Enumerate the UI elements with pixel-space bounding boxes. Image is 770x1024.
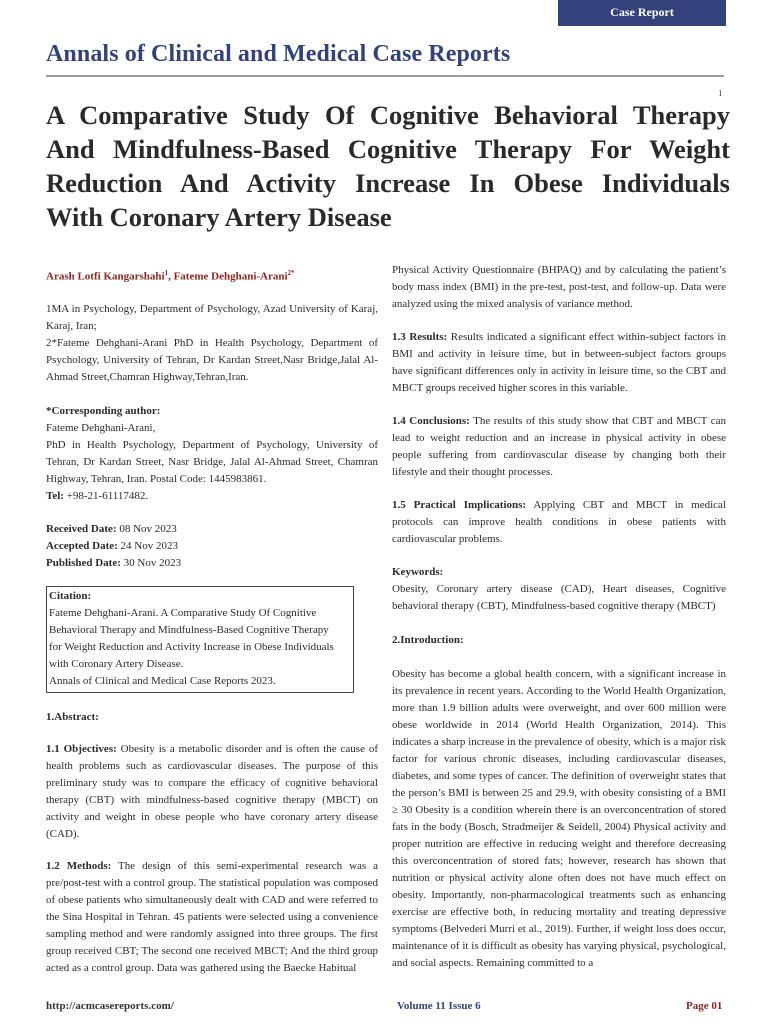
author-list bbox=[46, 265, 378, 286]
citation-line: Behavioral Therapy and Mindfulness-Based Cognitive Therapy bbox=[49, 623, 329, 636]
conclusions-text: The results of this study show that CBT and MBCT can lead to weight reduction and an increase in physical activity in obese people suffering from cardiovascular disease by changing both their lifestyle and their thought processes. bbox=[392, 415, 726, 478]
introduction-heading: 2.Introduction: bbox=[392, 634, 464, 646]
footer-volume: Volume 11 Issue 6 bbox=[397, 1000, 481, 1012]
abstract-methods-continued: Physical Activity Questionnaire (BHPAQ) and by calculating the patient’s body mass index (BMI) in the pre-test, post-test, and follow-up. Data were analyzed using the mixed analysis of variance method. bbox=[392, 264, 726, 310]
footer-page-number: Page 01 bbox=[686, 1000, 723, 1012]
author-affiliation-mark: 1 bbox=[164, 269, 169, 277]
corresponding-heading: *Corresponding author: bbox=[46, 404, 161, 417]
author-name: Arash Lotfi Kangarshahi bbox=[46, 270, 165, 283]
citation-line: Fateme Dehghani-Arani. A Comparative Study Of Cognitive bbox=[49, 606, 317, 619]
published-value: 30 Nov 2023 bbox=[120, 556, 182, 569]
abstract-conclusions bbox=[392, 413, 726, 481]
results-text: Results indicated a significant effect within-subject factors in BMI and activity in leisure time, but in between-subject factors groups have significant differences only in activity in leisure time, so the CBT and MBCT groups received higher scores in this variable. bbox=[392, 331, 726, 394]
implications-text: Applying CBT and MBCT in medical protocols can improve health conditions in obese patients with cardiovascular problems. bbox=[392, 499, 726, 545]
affiliation: 1MA in Psychology, Department of Psychology, Azad University of Karaj, Karaj, Iran; bbox=[46, 302, 378, 332]
citation-line: for Weight Reduction and Activity Increase in Obese Individuals bbox=[49, 640, 334, 653]
journal-title: Annals of Clinical and Medical Case Reports bbox=[46, 41, 511, 67]
abstract-methods bbox=[46, 858, 378, 977]
received-label: Received Date: bbox=[46, 522, 117, 535]
implications-label: 1.5 Practical Implications: bbox=[392, 499, 527, 511]
tel-label: Tel: bbox=[46, 489, 64, 502]
title-line: And Mindfulness-Based Cognitive Therapy For Weight bbox=[46, 134, 730, 164]
published-label: Published Date: bbox=[46, 556, 121, 569]
introduction-text: Obesity has become a global health concern, with a significant increase in its prevalence in recent years. According to the World Health Organization, more than 1.9 billion adults were overweight, and over 600 million were obese worldwide in 2014 (World Health Organization, 2014). This indicates a sharp increase in the prevalence of obesity, which is a major risk factor for various chronic diseases, including cardiovascular diseases, diabetes, and some types of cancer. The definition of overweight states that the person’s BMI is between 25 and 29.9, with obesity consisting of a BMI ≥ 30 Obesity is a condition wherein there is an overconcentration of stored fats in the body (Bosch, Stradmeijer & Seidell, 2004) Physical activity and proper nutrition are effective in reducing weight and therefore decreasing this overconcentration of stored fats; however, research has shown that nutrition or physical activity alone often does not have much effect on obesity. Importantly, non-pharmacological treatments such as enhancing exercise are effective both, in reducing mortality and treating depressive symptoms (Belvederi Murri et al., 2019). Further, if weight loss does occur, maintenance of it is difficult as obesity has varying physical, psychological, and social aspects. Remaining committed to a bbox=[392, 668, 726, 969]
tel-value: +98-21-61117482. bbox=[63, 489, 149, 502]
results-label: 1.3 Results: bbox=[392, 331, 448, 343]
author-affiliation-mark: 2* bbox=[287, 269, 295, 277]
citation-box bbox=[46, 586, 354, 693]
title-line: Reduction And Activity Increase In Obese Individuals bbox=[46, 168, 730, 198]
author-name: Fateme Dehghani-Arani bbox=[173, 270, 288, 283]
footer-url[interactable]: http://acmcasereports.com/ bbox=[46, 1000, 174, 1012]
methods-label: 1.2 Methods: bbox=[46, 859, 112, 872]
affiliation: 2*Fateme Dehghani-Arani PhD in Health Psychology, Department of Psychology, University of Tehran, Dr Kardan Street,Nasr Bridge,Jalal Al-Ahmad Street,Chamran Highway,Tehran,Iran. bbox=[46, 336, 378, 383]
received-value: 08 Nov 2023 bbox=[116, 522, 177, 535]
conclusions-label: 1.4 Conclusions: bbox=[392, 415, 470, 427]
author-separator: , bbox=[168, 270, 174, 283]
keywords-text: Obesity, Coronary artery disease (CAD), Heart diseases, Cognitive behavioral therapy (CBT), Mindfulness-based cognitive therapy (MBCT) bbox=[392, 583, 726, 612]
objectives-label: 1.1 Objectives: bbox=[46, 742, 117, 755]
abstract-implications bbox=[392, 497, 726, 548]
corresponding-phone bbox=[46, 488, 378, 505]
corresponding-address: PhD in Health Psychology, Department of Psychology, University of Tehran, Dr Kardan Street, Nasr Bridge, Jalal Al-Ahmad Street, Chamran Highway, Tehran, Iran. Postal Code: 1445983861. bbox=[46, 438, 378, 485]
citation-line: with Coronary Artery Disease. bbox=[49, 657, 184, 670]
page-mark: I bbox=[719, 89, 722, 98]
abstract-results bbox=[392, 329, 726, 397]
article-title bbox=[46, 98, 730, 234]
citation-heading: Citation: bbox=[49, 589, 92, 602]
accepted-value: 24 Nov 2023 bbox=[117, 539, 178, 552]
methods-text: The design of this semi-experimental research was a pre/post-test with a control group. The statistical population was composed of obese patients who simultaneously dealt with CAD and were referred to the Sina Hospital in Tehran. 45 patients were selected using a convenience sampling method and were randomly assigned into three groups. The first group received CBT; The second one received MBCT; And the third group acted as a control group. Data was gathered using the Baecke Habitual bbox=[46, 859, 378, 974]
keywords-heading: Keywords: bbox=[392, 566, 444, 578]
header-rule bbox=[46, 75, 724, 77]
abstract-heading: 1.Abstract: bbox=[46, 710, 99, 723]
citation-line: Annals of Clinical and Medical Case Reports 2023. bbox=[49, 674, 276, 687]
left-column bbox=[46, 262, 378, 977]
article-type-badge: Case Report bbox=[558, 0, 726, 26]
published-date bbox=[46, 555, 378, 572]
accepted-label: Accepted Date: bbox=[46, 539, 118, 552]
accepted-date bbox=[46, 538, 378, 555]
corresponding-name: Fateme Dehghani-Arani, bbox=[46, 421, 156, 434]
title-line: A Comparative Study Of Cognitive Behavioral Therapy bbox=[46, 100, 730, 130]
abstract-objectives bbox=[46, 741, 378, 843]
objectives-text: Obesity is a metabolic disorder and is often the cause of health problems such as cardiovascular diseases. The purpose of this preliminary study was to compare the efficacy of cognitive behavioral therapy (CBT) with mindfulness-based cognitive therapy (MBCT) on activity and weight in obese people who have coronary artery disease (CAD). bbox=[46, 742, 378, 840]
received-date bbox=[46, 521, 378, 538]
title-line: With Coronary Artery Disease bbox=[46, 202, 392, 232]
right-column bbox=[392, 262, 726, 972]
